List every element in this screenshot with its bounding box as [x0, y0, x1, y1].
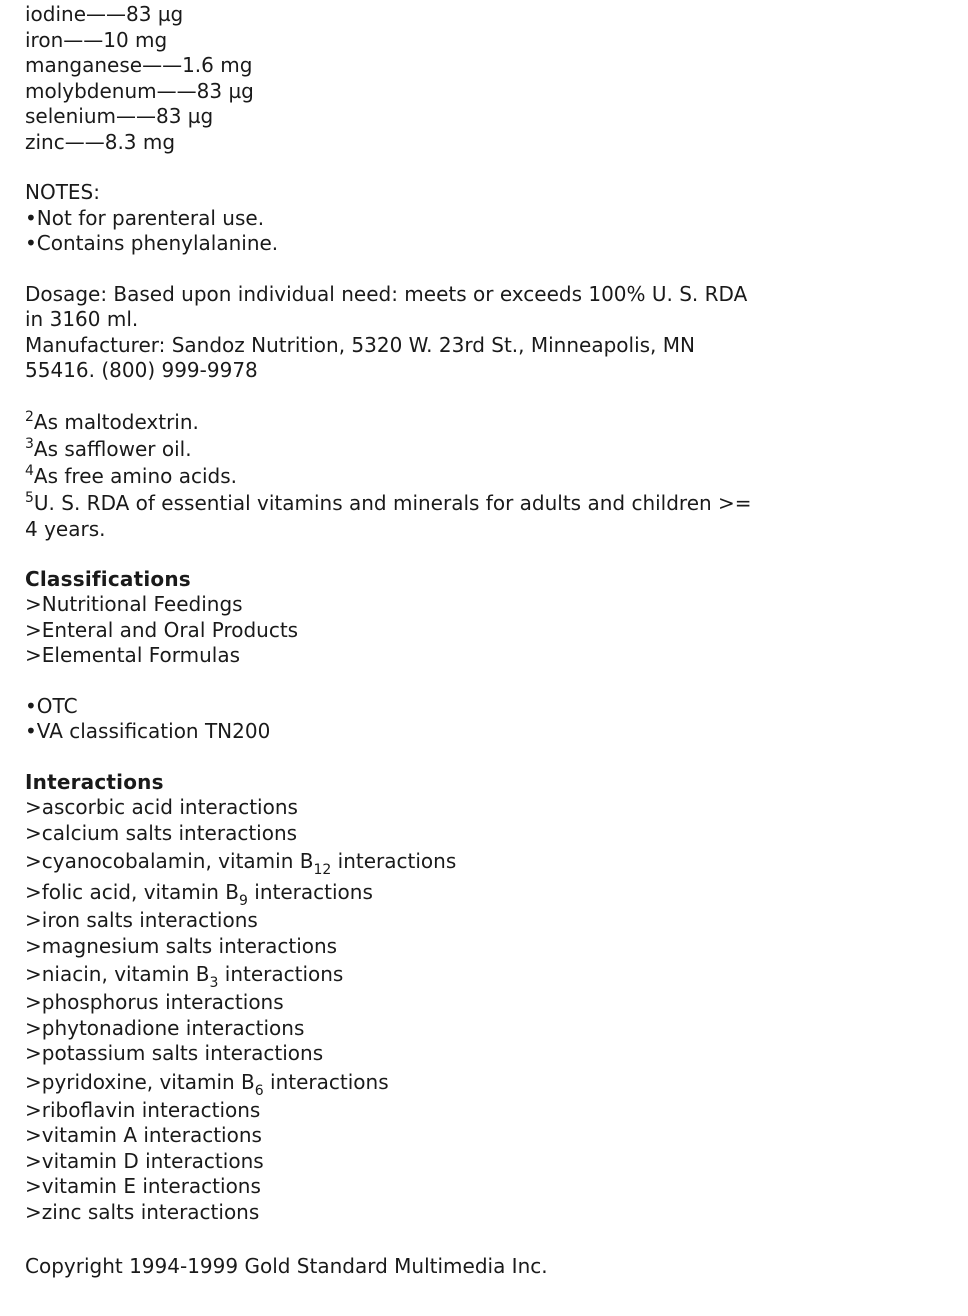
interaction-link[interactable]	[25, 877, 925, 908]
interaction-link[interactable]	[25, 1098, 925, 1124]
vitamin-subscript: 6	[254, 1082, 264, 1099]
footnote	[25, 436, 925, 463]
interaction-text: >potassium salts interactions	[25, 1041, 324, 1065]
copyright-notice: Copyright 1994-1999 Gold Standard Multimedia Inc.	[25, 1254, 548, 1278]
interaction-text: >magnesium salts interactions	[25, 933, 338, 958]
classifications-heading: Classifications	[25, 566, 191, 591]
footnote	[25, 409, 925, 436]
interaction-text: >iron salts interactions	[25, 908, 258, 932]
interaction-text: >cyanocobalamin, vitamin B	[25, 849, 314, 873]
interaction-link[interactable]	[25, 908, 925, 934]
interaction-text: interactions	[218, 962, 344, 986]
minerals-list	[25, 2, 925, 155]
interaction-text: >riboflavin interactions	[25, 1097, 261, 1122]
interactions-heading: Interactions	[25, 769, 164, 794]
note-item: •Contains phenylalanine.	[25, 231, 279, 255]
document-page	[25, 2, 925, 1280]
interaction-text: >ascorbic acid interactions	[25, 795, 298, 819]
footnote	[25, 463, 925, 490]
interaction-text: >vitamin A interactions	[25, 1123, 262, 1147]
interaction-link[interactable]	[25, 1016, 925, 1042]
footnote-number: 3	[25, 435, 34, 452]
dosage-section	[25, 282, 925, 333]
interaction-link[interactable]	[25, 1067, 925, 1098]
interaction-text: >phosphorus interactions	[25, 990, 284, 1014]
interaction-link[interactable]	[25, 821, 925, 847]
manufacturer-section	[25, 333, 925, 384]
interaction-text: interactions	[263, 1069, 389, 1094]
interaction-text: >pyridoxine, vitamin B	[25, 1069, 255, 1094]
footnote-text: As safflower oil.	[33, 436, 192, 461]
interaction-link[interactable]	[25, 1149, 925, 1175]
interaction-text: >folic acid, vitamin B	[25, 880, 240, 904]
interactions-section	[25, 770, 925, 1226]
footnote-text: U. S. RDA of essential vitamins and minerals for adults and children >=	[33, 490, 752, 515]
interaction-link[interactable]	[25, 990, 925, 1016]
manufacturer-text: Manufacturer: Sandoz Nutrition, 5320 W. 23rd St., Minneapolis, MN	[25, 332, 695, 357]
mineral-item: iodine——83 µg	[25, 2, 184, 26]
interaction-link[interactable]	[25, 959, 925, 990]
interaction-link[interactable]	[25, 1041, 925, 1067]
interaction-text: >vitamin E interactions	[25, 1174, 261, 1198]
footnote-number: 5	[25, 489, 34, 506]
interaction-link[interactable]	[25, 1200, 925, 1226]
mineral-item: iron——10 mg	[25, 27, 168, 52]
dosage-text: Dosage: Based upon individual need: meets or exceeds 100% U. S. RDA	[25, 281, 748, 306]
mineral-item: selenium——83 µg	[25, 104, 214, 128]
footnote-number: 2	[25, 408, 34, 425]
classification-link[interactable]: >Nutritional Feedings	[25, 592, 243, 616]
footnotes-section	[25, 409, 925, 542]
classifications-section	[25, 567, 925, 745]
interaction-text: interactions	[331, 849, 457, 873]
footnote	[25, 490, 925, 517]
interaction-link[interactable]	[25, 1123, 925, 1149]
manufacturer-text: 55416. (800) 999-9978	[25, 358, 258, 382]
classification-tag: •OTC	[25, 693, 78, 718]
vitamin-subscript: 3	[209, 975, 219, 991]
footnote-number: 4	[25, 462, 34, 479]
mineral-item: zinc——8.3 mg	[25, 129, 176, 154]
interaction-link[interactable]	[25, 934, 925, 960]
interaction-text: >vitamin D interactions	[25, 1148, 264, 1173]
interaction-text: interactions	[247, 880, 373, 904]
interaction-link[interactable]	[25, 846, 925, 877]
footnote-text: As maltodextrin.	[33, 409, 199, 434]
interaction-text: >calcium salts interactions	[25, 820, 298, 845]
notes-heading: NOTES:	[25, 180, 100, 204]
vitamin-subscript: 9	[239, 893, 248, 909]
notes-section	[25, 180, 925, 257]
interaction-text: >phytonadione interactions	[25, 1015, 305, 1040]
interaction-link[interactable]	[25, 1174, 925, 1200]
footnote-continuation: 4 years.	[25, 516, 106, 541]
mineral-item: manganese——1.6 mg	[25, 53, 253, 77]
note-item: •Not for parenteral use.	[25, 205, 265, 230]
vitamin-subscript: 12	[313, 862, 332, 878]
interaction-link[interactable]	[25, 795, 925, 821]
classification-tag: •VA classification TN200	[25, 719, 271, 743]
interaction-text: >zinc salts interactions	[25, 1199, 260, 1224]
footnote-text: As free amino acids.	[33, 463, 238, 488]
interaction-text: >niacin, vitamin B	[25, 962, 210, 986]
mineral-item: molybdenum——83 µg	[25, 78, 254, 103]
classification-link[interactable]: >Enteral and Oral Products	[25, 617, 299, 642]
dosage-text: in 3160 ml.	[25, 307, 139, 331]
classification-link[interactable]: >Elemental Formulas	[25, 643, 241, 667]
